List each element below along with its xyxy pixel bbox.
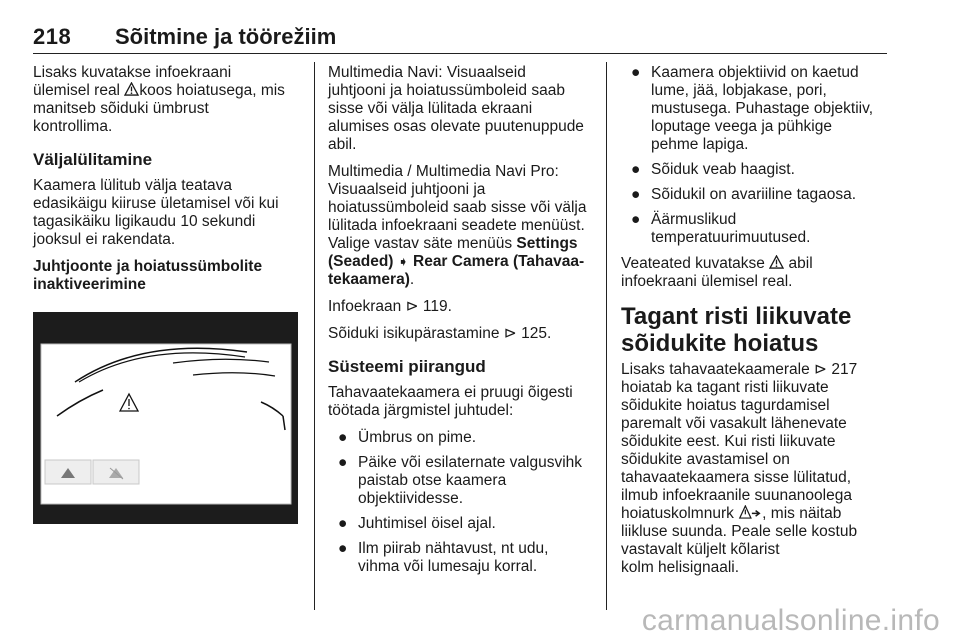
list-item: ● Juhtimisel öisel ajal. [338, 515, 496, 532]
page-number: 218 [33, 24, 72, 49]
bullet-icon: ● [631, 161, 641, 178]
bullet-icon: ● [338, 454, 348, 471]
navi-paragraph: Multimedia Navi: Visuaalseid juhtjooni ja hoiatussümboleid saab sisse või välja lülitada ekraani alumises osas olevate puutenuppude abil. [328, 64, 584, 153]
bullet-icon: ● [338, 515, 348, 532]
camera-display-drawing [33, 312, 298, 524]
page-reference-icon: ⊳ [814, 361, 828, 378]
warning-icon [124, 82, 139, 96]
list-item: ● Sõiduk veab haagist. [631, 161, 795, 178]
arrow-icon: ➧ [397, 254, 409, 269]
column-1 [33, 64, 303, 302]
list-item: ● Kaamera objektiivid on kaetud lume, jää, lobjakase, pori, mustusega. Puhastage objektiiv, loputage veega ja pühkige pehme lapiga. [631, 64, 874, 153]
bullet-icon: ● [338, 540, 348, 557]
list-item: ● Äärmuslikud temperatuurimuutused. [631, 211, 811, 246]
bullet-icon: ● [338, 429, 348, 446]
bullet-icon: ● [631, 64, 641, 81]
list-item: ● Päike või esilaternate valgusvihk paistab otse kaamera objektiividesse. [338, 454, 583, 507]
list-item: ● Sõidukil on avariiline tagaosa. [631, 186, 857, 203]
header-rule [33, 53, 887, 54]
list-item: ● Ümbrus on pime. [338, 429, 477, 446]
limitations-intro: Tahavaatekaamera ei pruugi õigesti töötada järgmistel juhtudel: [328, 384, 573, 419]
personalisation-reference: Sõiduki isikupärastamine ⊳ 125. [328, 325, 552, 342]
infoscreen-reference: Infoekraan ⊳ 119. [328, 298, 452, 315]
page-reference-icon: ⊳ [405, 298, 419, 315]
section-heading-cross-traffic: Tagant risti liikuvate sõidukite hoiatus [621, 303, 852, 357]
bullet-icon: ● [631, 186, 641, 203]
subheading-guidelines-deactivation: Juhtjoonte ja hoiatussümbolite inaktiveerimine [33, 258, 263, 293]
cross-traffic-paragraph: Lisaks tahavaatekaamerale ⊳ 217 hoiatab ka tagant risti liikuvate sõidukite hoiatus tagurdamisel paremalt või vasakult lähenevate sõidukite eest. Kui risti liikuvate sõidukite avastamisel on tahavaatekaamera sisse lülitatud, ilmub infoekraanile suunanoolega hoiatuskolmnurk , mis näitab liikluse suunda. Peale selle kostub vastavalt küljelt kõlarist kolm helisignaali. [621, 361, 858, 576]
limitations-list-continued [621, 64, 889, 247]
error-message-paragraph: Veateated kuvatakse abil infoekraani ülemisel real. [621, 255, 813, 290]
limitations-list [328, 429, 594, 576]
warning-arrow-icon [738, 505, 762, 519]
deactivation-paragraph: Kaamera lülitub välja teatava edasikäigu kiiruse ületamisel või kui tagasikäiku ligikaudu 10 sekundi jooksul ei rakendata. [33, 177, 279, 248]
intro-paragraph: Lisaks kuvatakse infoekraani ülemisel real koos hoiatusega, mis manitseb sõiduki ümbrust kontrollima. [33, 64, 285, 135]
warning-icon [769, 255, 784, 269]
bullet-icon: ● [631, 211, 641, 228]
column-divider-2 [606, 62, 607, 610]
list-item: ● Ilm piirab nähtavust, nt udu, vihma või lumesaju korral. [338, 540, 549, 575]
page-reference-icon: ⊳ [503, 325, 517, 342]
column-3 [621, 64, 889, 586]
navi-pro-paragraph: Multimedia / Multimedia Navi Pro: Visuaalseid juhtjooni ja hoiatussümboleid saab sisse või välja lülitada infoekraani seadete menüüst. Valige vastav säte menüüs Settings (Seaded) ➧ Rear Camera (Tahavaa- tekaamera). [328, 163, 587, 288]
camera-display-image [33, 312, 298, 524]
section-heading-limitations: Süsteemi piirangud [328, 357, 486, 376]
section-heading-deactivation: Väljalülitamine [33, 150, 153, 169]
watermark: carmanualsonline.info [641, 604, 940, 637]
page-title: Sõitmine ja töörežiim [115, 24, 337, 49]
page-header [33, 22, 885, 52]
column-divider-1 [314, 62, 315, 610]
column-2 [328, 64, 594, 584]
